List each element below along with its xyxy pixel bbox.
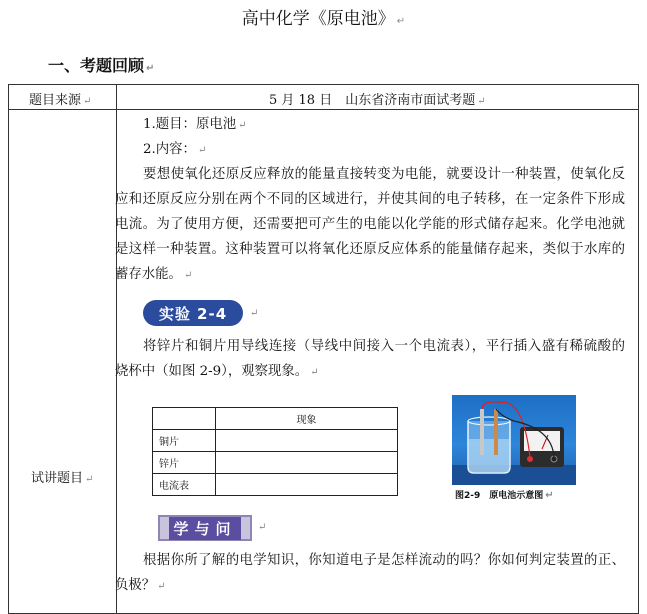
paragraph-mark: ↵: [250, 308, 259, 319]
content-item-1: 1.题目：原电池 ↵: [143, 117, 247, 132]
experiment-badge: 实验 2-4: [143, 300, 243, 326]
table-divider-horizontal: [9, 109, 638, 110]
observation-table: [152, 407, 398, 496]
galvanic-cell-photo: [452, 395, 576, 485]
content-item-2: 2.内容： ↵: [143, 142, 207, 157]
observation-cell: [216, 474, 398, 496]
paragraph-line: 是这样一种装置。这种装置可以将氧化还原反应体系的能量储存起来，类似于水库的: [115, 242, 625, 257]
observation-table-header: 现象: [216, 408, 398, 430]
paragraph-line: 烧杯中（如图 2-9），观察现象。: [115, 364, 309, 379]
paragraph-line: 应和还原反应分别在两个不同的区域进行，并使其间的电子转移，在一定条件下形成: [115, 192, 625, 207]
observation-table-corner: [153, 408, 216, 430]
figure-caption: 图2-9 原电池示意图 ↵: [455, 490, 554, 501]
paragraph-question: 根据你所了解的电学知识，你知道电子是怎样流动的吗？你如何判定装置的正、 负极？ ↵: [115, 548, 625, 599]
lecture-topic-label-cell: 试讲题目 ↵: [31, 471, 94, 486]
observation-cell: [216, 452, 398, 474]
paragraph-intro: 要想使氧化还原反应释放的能量直接转变为电能，就要设计一种装置，使氧化反 应和还原反应分别在两个不同的区域进行，并使其间的电子转移，在一定条件下形成 电流。为了使用方便，还需要把可产生的电能以化学能的形式储存起来。化学电池就 是这样一种装置。这种装置可以将氧化还原反应体系的能量储存起来，类似于水库的 蓄存水能。 ↵: [115, 162, 625, 288]
paragraph-line: 根据你所了解的电学知识，你知道电子是怎样流动的吗？你如何判定装置的正、: [143, 553, 625, 568]
paragraph-line: 蓄存水能。: [115, 267, 182, 282]
paragraph-line: 负极？: [115, 578, 156, 593]
paragraph-line: 将锌片和铜片用导线连接（导线中间接入一个电流表），平行插入盛有稀硫酸的: [143, 339, 625, 354]
source-label-cell: 题目来源 ↵: [29, 93, 92, 108]
xue-yu-wen-badge: 学与问: [158, 515, 252, 541]
paragraph-experiment: 将锌片和铜片用导线连接（导线中间接入一个电流表），平行插入盛有稀硫酸的 烧杯中（如图 2-9），观察现象。 ↵: [115, 334, 625, 385]
paragraph-line: 电流。为了使用方便，还需要把可产生的电能以化学能的形式储存起来。化学电池就: [115, 217, 625, 232]
document-title: 高中化学《原电池》 ↵: [241, 9, 406, 29]
observation-cell: [216, 430, 398, 452]
source-value-cell: 5 月 18 日 山东省济南市面试考题 ↵: [269, 93, 486, 108]
observation-row-label: 铜片: [153, 430, 216, 452]
section-heading: 一、考题回顾 ↵: [48, 56, 155, 75]
observation-row-label: 电流表: [153, 474, 216, 496]
paragraph-mark: ↵: [258, 522, 267, 533]
paragraph-line: 要想使氧化还原反应释放的能量直接转变为电能，就要设计一种装置，使氧化反: [143, 167, 625, 182]
observation-row-label: 锌片: [153, 452, 216, 474]
